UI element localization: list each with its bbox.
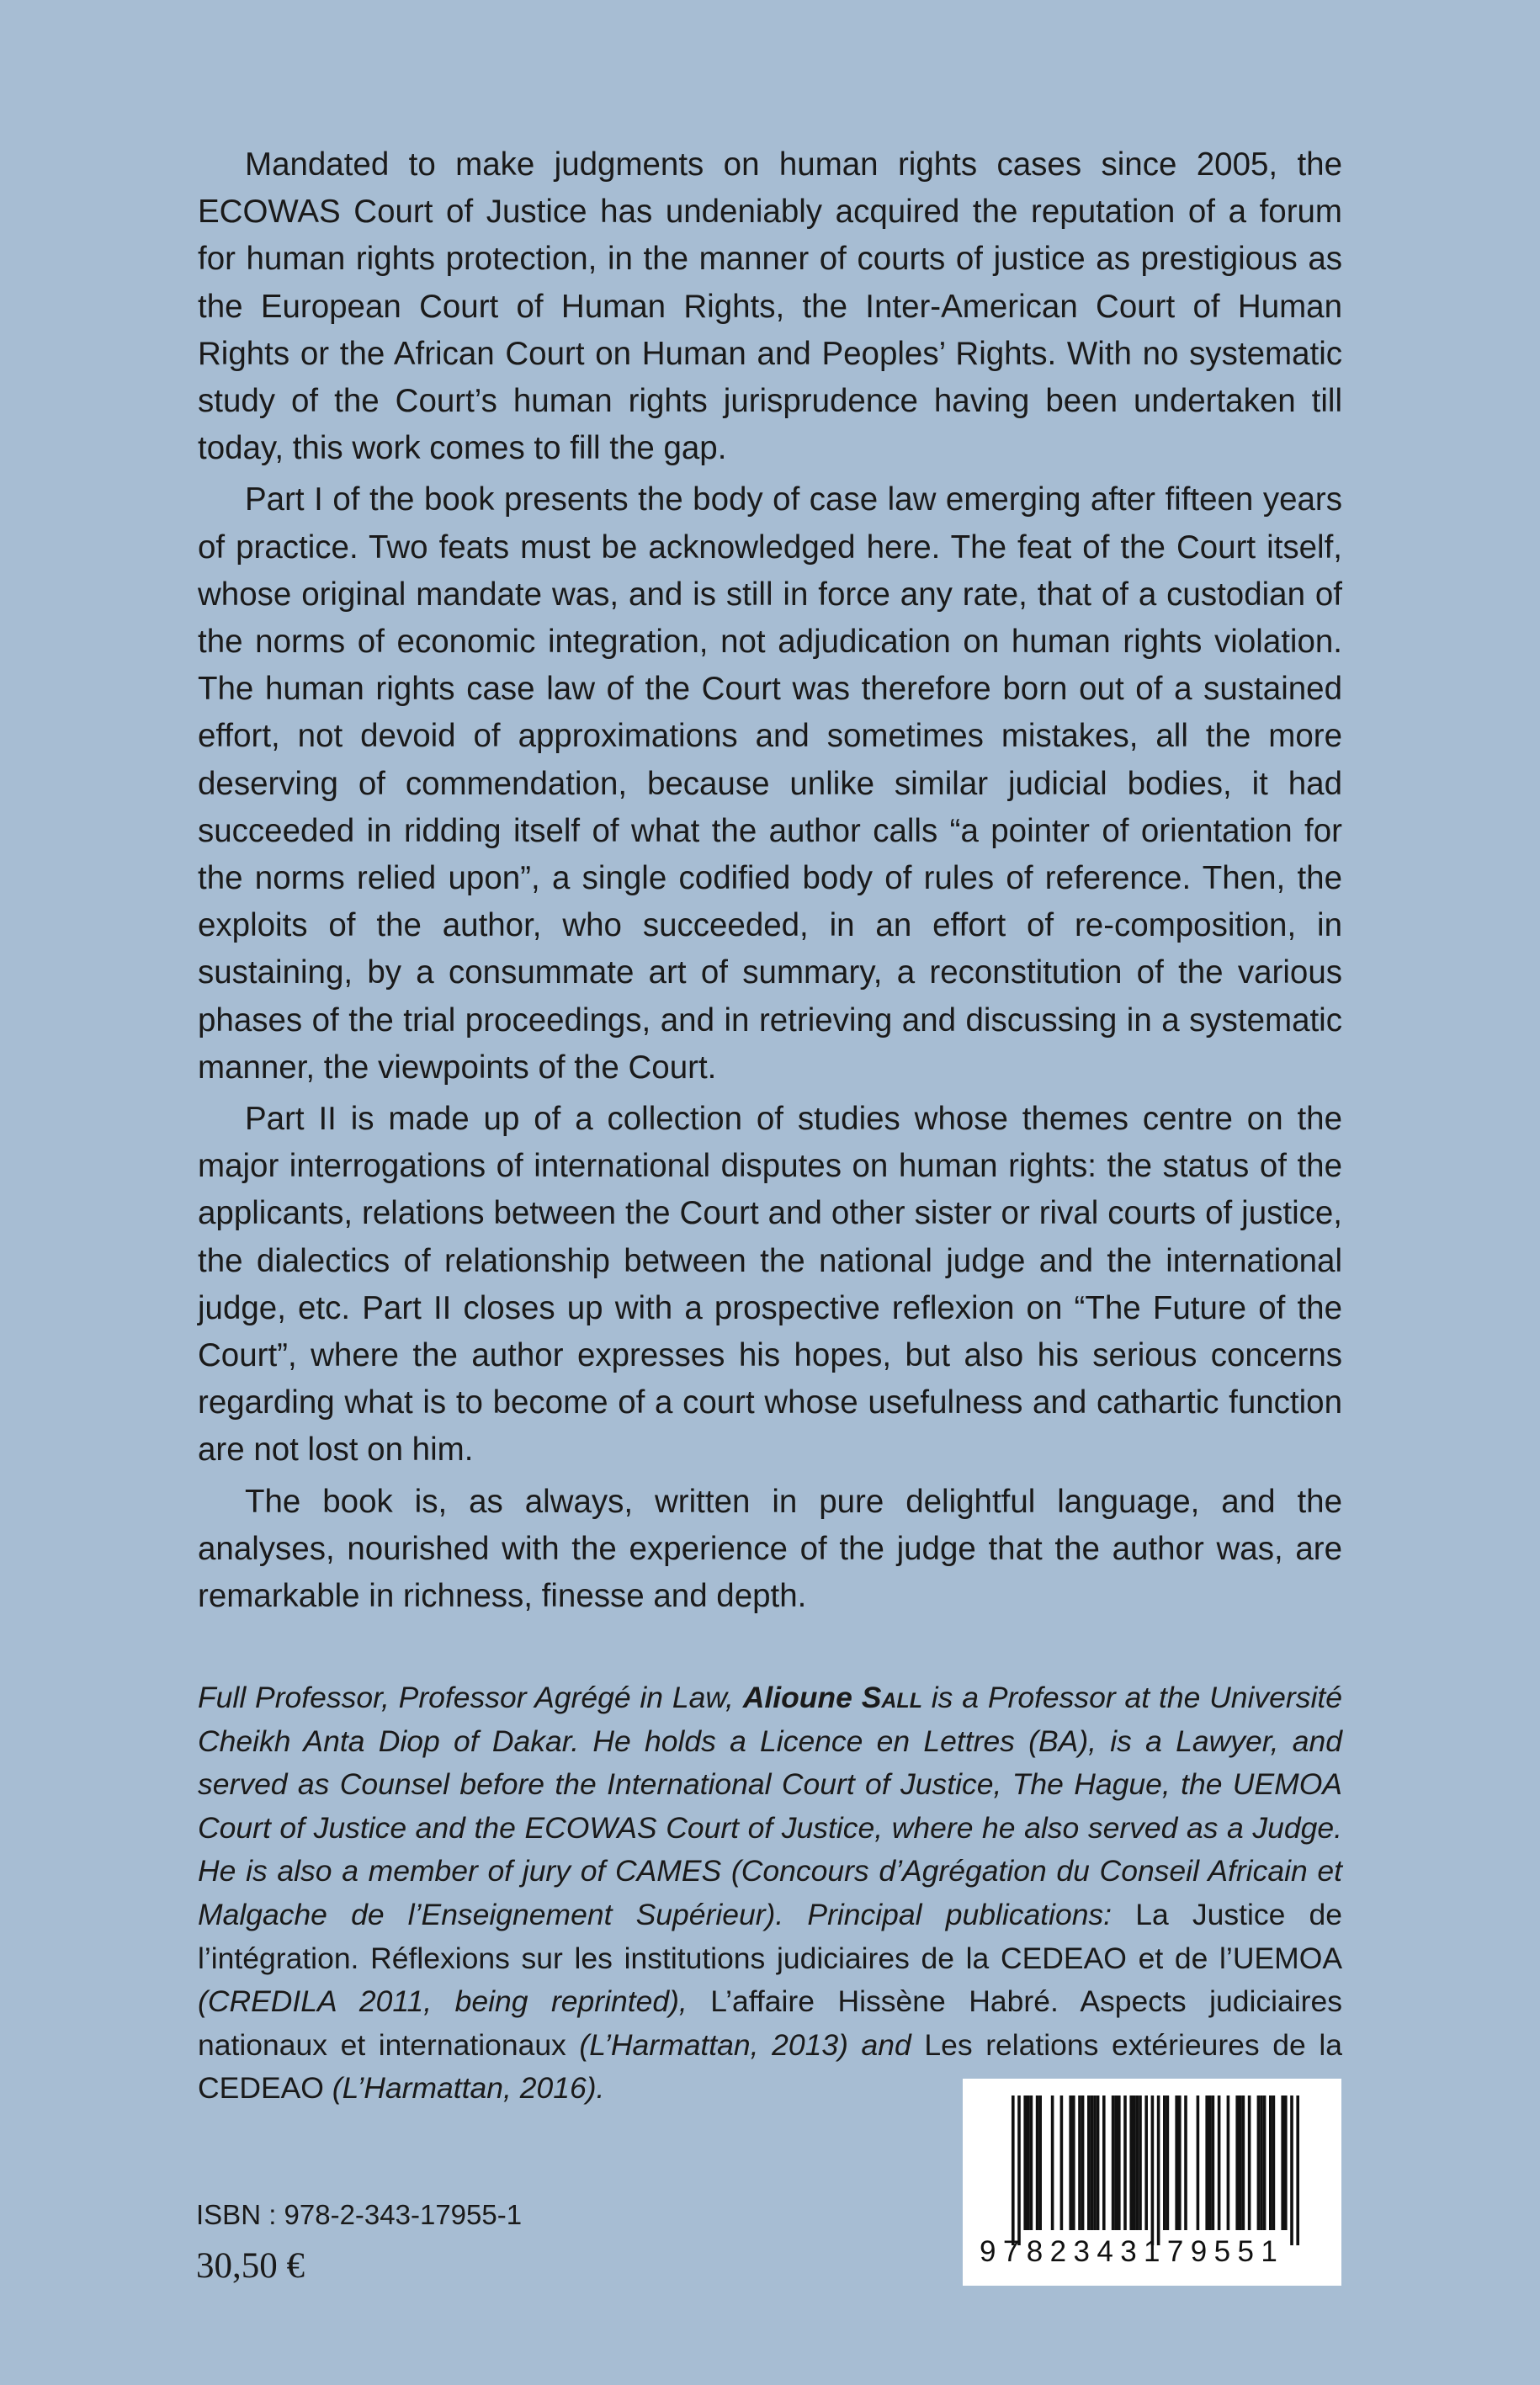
barcode bbox=[963, 2079, 1341, 2286]
barcode-bar bbox=[1027, 2096, 1030, 2230]
publication-note-2: (L’Harmattan, 2013) and bbox=[566, 2027, 925, 2062]
barcode-bar bbox=[1269, 2096, 1272, 2230]
barcode-bar bbox=[1087, 2096, 1091, 2230]
barcode-bar bbox=[1144, 2096, 1148, 2230]
barcode-bar bbox=[1157, 2096, 1160, 2245]
barcode-bar bbox=[1102, 2096, 1106, 2230]
publication-note-3: (L’Harmattan, 2016). bbox=[323, 2071, 605, 2106]
barcode-bar bbox=[1281, 2096, 1284, 2230]
barcode-bar bbox=[1263, 2096, 1267, 2230]
barcode-bar bbox=[1038, 2096, 1042, 2230]
barcode-bar bbox=[1114, 2096, 1118, 2230]
price: 30,50 € bbox=[196, 2246, 305, 2286]
barcode-bar bbox=[1072, 2096, 1075, 2230]
barcode-bar bbox=[1093, 2096, 1097, 2230]
barcode-bar bbox=[1178, 2096, 1182, 2230]
barcode-bar bbox=[1163, 2096, 1166, 2230]
barcode-bar bbox=[1012, 2096, 1015, 2245]
barcode-bar bbox=[1051, 2096, 1054, 2230]
barcode-bar bbox=[1218, 2096, 1221, 2230]
barcode-bar bbox=[1036, 2096, 1039, 2230]
blurb-paragraph-2: Part I of the book presents the body of case law emerging after fifteen years of practice. Two feats must be acknowledged here. The feat of the Court itself, whose original mandate was, and is still in force any rate, that of a custodian of the norms of economic integration, not adjudication on human rights violation. The human rights case law of the Court was therefore born out of a sustained effort, not devoid of approximations and sometimes mistakes, all the more deserving of commendation, because unlike similar judicial bodies, it had succeeded in ridding itself of what the author calls “a pointer of orientation for the norms relied upon”, a single codified body of rules of reference. Then, the exploits of the author, who succeeded, in an effort of re-composition, in sustaining, by a consummate art of summary, a reconstitution of the various phases of the trial proceedings, and in retrieving and discussing in a systematic manner, the viewpoints of the Court. bbox=[198, 481, 1342, 1086]
barcode-bar bbox=[1136, 2096, 1139, 2230]
bio-lead: Full Professor, Professor Agrégé in Law, bbox=[198, 1681, 743, 1714]
barcode-bar bbox=[1060, 2096, 1064, 2230]
barcode-bar bbox=[1017, 2096, 1021, 2245]
blurb-paragraph-1: Mandated to make judgments on human rights cases since 2005, the ECOWAS Court of Justice has undeniably acquired the reputation of a forum for human rights protection, in the manner of courts of justice as prestigious as the European Court of Human Rights, the Inter-American Court of Human Rights or the African Court on Human and Peoples’ Rights. With no systematic study of the Court’s human rights jurisprudence having been undertaken till today, this work comes to fill the gap. bbox=[198, 146, 1342, 467]
barcode-bar bbox=[1235, 2096, 1239, 2230]
barcode-bar bbox=[1239, 2096, 1242, 2230]
barcode-bar bbox=[1227, 2096, 1230, 2230]
barcode-bar bbox=[1118, 2096, 1121, 2230]
barcode-bar bbox=[1112, 2096, 1115, 2230]
barcode-bar bbox=[1123, 2096, 1127, 2230]
barcode-bar bbox=[1272, 2096, 1276, 2230]
back-cover-blurb bbox=[198, 141, 1342, 1624]
barcode-bar bbox=[1081, 2096, 1085, 2230]
barcode-bar bbox=[1069, 2096, 1072, 2230]
barcode-bar bbox=[1166, 2096, 1170, 2230]
barcode-bar bbox=[1129, 2096, 1133, 2230]
barcode-bar bbox=[1290, 2096, 1293, 2245]
author-first-name: Alioune bbox=[742, 1681, 862, 1714]
author-last-name: Sall bbox=[861, 1681, 922, 1714]
isbn: ISBN : 978-2-343-17955-1 bbox=[196, 2199, 523, 2230]
barcode-bar bbox=[1248, 2096, 1251, 2230]
publication-title-3: Les relations extérieures de la CEDEAO bbox=[198, 2027, 1342, 2106]
publication-note-1: (CREDILA 2011, being reprinted), bbox=[198, 1984, 711, 2019]
barcode-digits: 9782343179551 bbox=[980, 2235, 1285, 2268]
publication-title-2: L’affaire Hissène Habré. Aspects judiciaires nationaux et internationaux bbox=[198, 1984, 1342, 2062]
barcode-bar bbox=[1151, 2096, 1155, 2245]
author-bio bbox=[198, 1676, 1342, 2111]
bio-text: is a Professor at the Université Cheikh Anta Diop of Dakar. He holds a Licence en Lettres (BA), is a Lawyer, and served as Counsel before the International Court of Justice, The Hague, the UEMOA Court of Justice and the ECOWAS Court of Justice, where he also served as a Judge. He is also a member of jury of CAMES (Concours d’Agrégation du Conseil Africain et Malgache de l’Enseignement Supérieur). Principal publications: bbox=[198, 1681, 1342, 1931]
blurb-paragraph-4: The book is, as always, written in pure delightful language, and the analyses, nourished with the experience of the judge that the author was, are remarkable in richness, finesse and depth. bbox=[198, 1483, 1342, 1615]
barcode-bar bbox=[1257, 2096, 1261, 2230]
barcode-bar bbox=[1208, 2096, 1212, 2230]
blurb-paragraph-3: Part II is made up of a collection of studies whose themes centre on the major interrogations of international disputes on human rights: the status of the applicants, relations between the Court and other sister or rival courts of justice, the dialectics of relationship between the national judge and the international judge, etc. Part II closes up with a prospective reflexion on “The Future of the Court”, where the author expresses his hopes, but also his serious concerns regarding what is to become of a court whose usefulness and cathartic function are not lost on him. bbox=[198, 1101, 1342, 1469]
barcode-bar bbox=[1205, 2096, 1208, 2230]
barcode-bar bbox=[1023, 2096, 1027, 2230]
barcode-bar bbox=[1212, 2096, 1215, 2230]
publication-title-1: La Justice de l’intégration. Réflexions sur les institutions judiciaires de la CEDEAO et de l’UEMOA bbox=[198, 1897, 1343, 1975]
barcode-bar bbox=[1133, 2096, 1136, 2230]
barcode-bar bbox=[1097, 2096, 1100, 2230]
barcode-bar bbox=[1296, 2096, 1299, 2245]
barcode-bar bbox=[1139, 2096, 1142, 2230]
barcode-bar bbox=[1260, 2096, 1263, 2230]
barcode-bar bbox=[1030, 2096, 1033, 2230]
barcode-bar bbox=[1184, 2096, 1187, 2230]
barcode-bar bbox=[1091, 2096, 1094, 2230]
barcode-bar bbox=[1078, 2096, 1081, 2230]
barcode-bar bbox=[1197, 2096, 1200, 2230]
barcode-bar bbox=[1284, 2096, 1288, 2230]
barcode-bar bbox=[1242, 2096, 1245, 2230]
barcode-bar bbox=[1175, 2096, 1178, 2230]
